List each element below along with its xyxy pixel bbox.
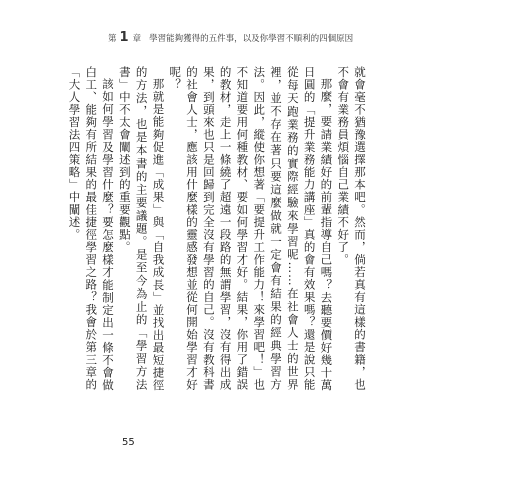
chapter-label: 第: [108, 33, 117, 44]
page-number: 55: [122, 437, 135, 448]
paragraph: 就會毫不猶豫選擇那本吧。然而，倘若真有這樣的書籍，也不會有業務員煩惱自己業績不好了。: [336, 66, 367, 391]
chapter-number: 1: [119, 30, 129, 45]
paragraph: 該如何學習及學習什麼？要怎麼樣才能制定出一條不會做白工、能夠有所結果的最佳捷徑學習之路？我會於第三章的「大人學習法四策略」中闡述。: [67, 66, 116, 391]
body-text: [66, 66, 368, 391]
running-header: [108, 31, 353, 44]
running-title: 學習能夠獲得的五件事，以及你學習不順利的四個原因: [149, 33, 354, 44]
paragraph: 那就是能夠促進「成果」與「自我成長」並找出最短捷徑的方法，也是本書的主要議題。是至今為止的「學習方法書」中不太會闡述到的重要觀點。: [117, 66, 166, 391]
chapter-word: 章: [132, 33, 142, 44]
paragraph: 那麼，要請業績好的前輩指導自己嗎？去聽要價好幾十萬日圓的「提升業務能力講座」真的會有效果嗎？還是說只能從每天跑業務的實際經驗來學習呢……在社會人士的世界裡，並不存在著只要這麼做就一定會有結果的經典學習方法。因此，縱使你想著「要提升工作能力！來學習吧！」也不知道要用何種教材、要如何學習才好。結果，你用了錯誤的教材，走上一條繞了超遠一段路的無謂學習，沒有得出成果，到頭來也只是回歸到完全沒有學習的自己。沒有教科書的社會人士，應該用什麼樣的靈感發想並從何開始學習才好呢？: [168, 66, 334, 391]
